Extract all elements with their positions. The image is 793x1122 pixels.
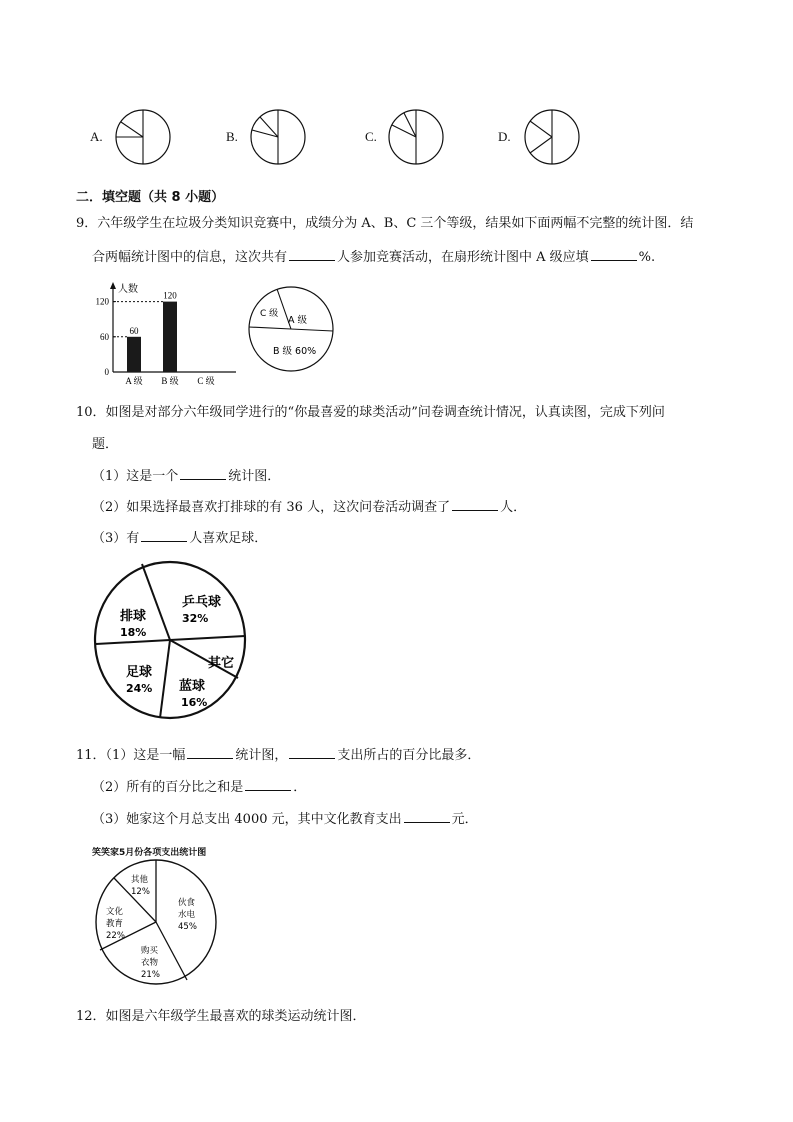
q9-bar-label-1: 120 bbox=[163, 290, 177, 301]
q10-sub1 bbox=[92, 467, 280, 486]
q9-ytick-2: 120 bbox=[95, 296, 109, 307]
q9-pie-divider-3 bbox=[291, 329, 333, 331]
q9-xtick-1: B 级 bbox=[161, 376, 179, 386]
q11-sub1-b: 统计图， bbox=[235, 748, 288, 763]
q9-xtick-2: C 级 bbox=[197, 376, 215, 386]
q9-bar-0 bbox=[127, 337, 141, 372]
q11-sub1-c: 支出所占的百分比最多． bbox=[337, 748, 481, 763]
q10-sub3-a: （3）有 bbox=[92, 531, 140, 546]
q10-sub2-b: 人． bbox=[500, 500, 527, 515]
option-d-pie bbox=[523, 108, 583, 166]
q9-text-2b: 人参加竞赛活动，在扇形统计图中 A 级应填 bbox=[337, 250, 589, 265]
option-c-label: C. bbox=[365, 129, 377, 144]
q10-text-line1: 如图是对部分六年级同学进行的“你最喜爱的球类活动”问卷调查统计情况，认真读图，完成下列问 bbox=[105, 405, 665, 420]
q12-line bbox=[76, 1008, 366, 1026]
q9-pie-label-c: C 级 bbox=[260, 309, 279, 319]
q11-slice-clothes-name2: 衣物 bbox=[141, 958, 159, 968]
q11-sub3-a: （3）她家这个月总支出 4000 元，其中文化教育支出 bbox=[92, 812, 402, 827]
q10-text-line1b: 题． bbox=[92, 437, 119, 452]
q9-y-axis-arrow bbox=[110, 282, 116, 289]
q10-divider-5 bbox=[96, 640, 170, 644]
q9-ylabel: 人数 bbox=[118, 284, 138, 295]
q10-slice-pingpong-name: 乒乓球 bbox=[182, 595, 222, 610]
q9-line1 bbox=[76, 215, 693, 233]
section-title: 二．填空题（共 8 小题） bbox=[76, 190, 225, 205]
option-b-pie bbox=[249, 108, 309, 166]
q10-line1 bbox=[76, 404, 665, 422]
q9-bar-1 bbox=[163, 302, 177, 372]
q9-ytick-1: 60 bbox=[100, 331, 109, 342]
q10-slice-basketball-pct: 16% bbox=[181, 696, 208, 709]
q10-line1b bbox=[92, 436, 118, 454]
q10-pie-chart bbox=[90, 558, 250, 728]
q10-sub1-a: （1）这是一个 bbox=[92, 469, 179, 484]
q11-sub2-a: （2）所有的百分比之和是 bbox=[92, 780, 244, 795]
q11-blank-4[interactable] bbox=[404, 810, 450, 823]
q11-slice-edu-pct: 22% bbox=[106, 931, 125, 941]
q10-slice-football-pct: 24% bbox=[126, 682, 153, 695]
q10-blank-3[interactable] bbox=[141, 529, 187, 542]
q9-line2 bbox=[92, 248, 655, 267]
q9-pie-label-a: A 级 bbox=[288, 315, 308, 326]
q10-sub3-b: 人喜欢足球． bbox=[189, 531, 268, 546]
q11-blank-2[interactable] bbox=[289, 746, 335, 759]
q10-slice-other-name: 其它 bbox=[208, 656, 235, 671]
q10-blank-1[interactable] bbox=[180, 467, 226, 480]
q9-text-line1: 六年级学生在垃圾分类知识竞赛中，成绩分为 A、B、C 三个等级，结果如下面两幅不完整的统计图．结 bbox=[97, 216, 694, 231]
q10-divider-4 bbox=[160, 640, 170, 718]
q11-pie-chart bbox=[92, 858, 222, 990]
q9-bar-label-0: 60 bbox=[129, 325, 139, 336]
q10-sub2-a: （2）如果选择最喜欢打排球的有 36 人，这次问卷活动调查了 bbox=[92, 500, 451, 515]
q11-slice-edu-name1: 文化 bbox=[106, 907, 124, 917]
q11-chart-title: 笑笑家5月份各项支出统计图 bbox=[92, 848, 207, 858]
q10-slice-basketball-name: 蓝球 bbox=[179, 679, 206, 694]
q10-divider-2 bbox=[170, 636, 245, 640]
q9-text-2c: %. bbox=[638, 250, 656, 265]
q10-slice-pingpong-pct: 32% bbox=[182, 612, 209, 625]
q11-slice-clothes-name1: 购买 bbox=[141, 946, 159, 956]
q12-number: 12． bbox=[76, 1009, 106, 1024]
q11-sub1 bbox=[76, 746, 480, 765]
q10-sub1-b: 统计图． bbox=[228, 469, 281, 484]
q9-xtick-0: A 级 bbox=[125, 376, 143, 386]
option-b-label: B. bbox=[226, 129, 238, 144]
q11-slice-food-pct: 45% bbox=[178, 922, 197, 932]
q11-number: 11． bbox=[76, 748, 106, 763]
q9-number: 9． bbox=[76, 216, 98, 231]
q9-blank-a-percent[interactable] bbox=[591, 248, 637, 261]
q10-blank-2[interactable] bbox=[452, 498, 498, 511]
option-a-label: A. bbox=[90, 129, 103, 144]
q11-slice-edu-name2: 教育 bbox=[106, 919, 124, 929]
q11-slice-food-name1: 伙食 bbox=[178, 898, 196, 908]
q11-slice-food-name2: 水电 bbox=[178, 910, 196, 920]
q10-slice-volleyball-name: 排球 bbox=[120, 609, 147, 624]
q9-ytick-0: 0 bbox=[104, 367, 109, 377]
option-d-label: D. bbox=[498, 129, 511, 144]
q11-sub2-b: ． bbox=[293, 780, 307, 795]
q9-text-2a: 合两幅统计图中的信息，这次共有 bbox=[92, 250, 288, 265]
q11-sub3-b: 元． bbox=[451, 812, 478, 827]
q9-pie-chart bbox=[246, 279, 338, 383]
q9-blank-total[interactable] bbox=[289, 248, 335, 261]
q12-text: 如图是六年级学生最喜欢的球类运动统计图． bbox=[105, 1009, 366, 1024]
q11-blank-1[interactable] bbox=[187, 746, 233, 759]
q9-bar-chart bbox=[90, 280, 240, 388]
q11-sub2 bbox=[92, 778, 306, 797]
q9-pie-label-b: B 级 60% bbox=[273, 346, 317, 357]
option-c-pie bbox=[387, 108, 447, 166]
q11-slice-other-pct: 12% bbox=[131, 887, 150, 897]
q10-slice-volleyball-pct: 18% bbox=[120, 626, 147, 639]
q10-sub3 bbox=[92, 529, 267, 548]
q10-sub2 bbox=[92, 498, 526, 517]
q11-slice-clothes-pct: 21% bbox=[141, 970, 160, 980]
q11-sub3 bbox=[92, 810, 478, 829]
q11-sub1-a: （1）这是一幅 bbox=[105, 748, 186, 763]
q10-slice-football-name: 足球 bbox=[126, 665, 153, 680]
q11-slice-other-name1: 其他 bbox=[131, 875, 149, 885]
q11-blank-3[interactable] bbox=[245, 778, 291, 791]
option-a-pie bbox=[114, 108, 174, 166]
q9-pie-divider-1 bbox=[249, 327, 291, 329]
q10-number: 10． bbox=[76, 405, 106, 420]
